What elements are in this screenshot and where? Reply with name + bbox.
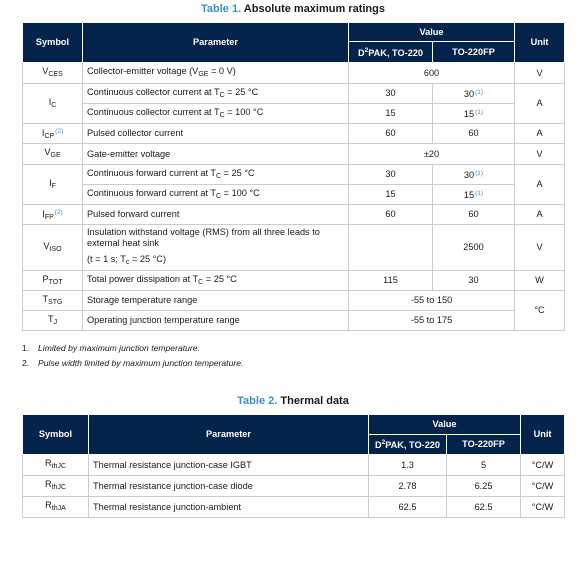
footnote-ref: (1) [475, 109, 484, 116]
value-cell: 60 [349, 124, 433, 144]
value-cell: 115 [349, 271, 433, 291]
parameter-cell: Continuous collector current at $T_C = 25$ °C [83, 84, 349, 104]
footnote-ref: (2) [54, 208, 63, 216]
table-row [23, 291, 565, 311]
table2-caption-title: Thermal data [280, 395, 349, 407]
parameter-cell: Thermal resistance junction-case diode [89, 476, 369, 497]
symbol-cell: $R_{thJC}$ [23, 455, 89, 476]
table-row [23, 311, 565, 331]
parameter-cell: Total power dissipation at $T_C = 25$ °C [83, 271, 349, 291]
symbol-cell: $T_{STG}$ [23, 291, 83, 311]
value-cell: 60 [349, 205, 433, 225]
value-cell: 2500 [433, 225, 515, 271]
value-cell: 30 [433, 271, 515, 291]
table-row [23, 165, 565, 185]
value-cell: -55 to 175 [349, 311, 515, 331]
value-cell: 30$^{(1)}$ [433, 84, 515, 104]
symbol-cell: $T_J$ [23, 311, 83, 331]
value-cell-empty [349, 225, 433, 271]
table-row [23, 497, 565, 518]
value-cell: 2.78 [369, 476, 447, 497]
table2-caption-number: Table 2. [237, 395, 278, 407]
absolute-maximum-ratings-table [22, 22, 565, 331]
header-parameter: Parameter [83, 23, 349, 63]
header-symbol: Symbol [23, 415, 89, 455]
parameter-cell: Thermal resistance junction-case IGBT [89, 455, 369, 476]
footnote-ref: (2) [55, 127, 64, 135]
header-unit: Unit [521, 415, 565, 455]
unit-cell: °C/W [521, 455, 565, 476]
table-row [23, 225, 565, 271]
parameter-cell: Pulsed forward current [83, 205, 349, 225]
table1-caption-title: Absolute maximum ratings [243, 3, 385, 15]
header-value: Value [369, 415, 521, 435]
symbol-cell: $R_{thJC}$ [23, 476, 89, 497]
table-row [23, 205, 565, 225]
value-cell: 1.3 [369, 455, 447, 476]
value-cell: ±20 [349, 144, 515, 165]
header-package-d2pak: $D^2PAK$, TO-220 [369, 435, 447, 455]
parameter-cell: Operating junction temperature range [83, 311, 349, 331]
parameter-cell: Continuous forward current at $T_C = 25$ °C [83, 165, 349, 185]
footnote: 1. Limited by maximum junction temperature. [22, 343, 200, 353]
table-row [23, 124, 565, 144]
footnote-ref: (1) [475, 170, 484, 177]
unit-cell: W [515, 271, 565, 291]
parameter-cell: Gate-emitter voltage [83, 144, 349, 165]
symbol-cell: $V_{CES}$ [23, 63, 83, 84]
table-row [23, 84, 565, 104]
header-parameter: Parameter [89, 415, 369, 455]
table-row [23, 63, 565, 84]
value-cell: 30$^{(1)}$ [433, 165, 515, 185]
header-value: Value [349, 23, 515, 42]
unit-cell: °C [515, 291, 565, 331]
symbol-cell: $P_{TOT}$ [23, 271, 83, 291]
value-cell: 30 [349, 165, 433, 185]
table1-caption [0, 3, 586, 15]
footnote: 2. Pulse width limited by maximum junction temperature. [22, 358, 244, 368]
symbol-cell: $V_{ISO}$ [23, 225, 83, 271]
table-row [23, 185, 565, 205]
unit-cell: A [515, 124, 565, 144]
value-cell: 62.5 [447, 497, 521, 518]
header-package-to220fp: TO-220FP [447, 435, 521, 455]
value-cell: 60 [433, 205, 515, 225]
value-cell: 15 [349, 185, 433, 205]
symbol-cell: $I_{FP}^{(2)}$ [23, 205, 83, 225]
header-symbol: Symbol [23, 23, 83, 63]
header-package-to220fp: TO-220FP [433, 42, 515, 63]
value-cell: 62.5 [369, 497, 447, 518]
parameter-cell: Continuous collector current at $T_C = 100$ °C [83, 104, 349, 124]
footnote-ref: (1) [475, 190, 484, 197]
value-cell: 5 [447, 455, 521, 476]
unit-cell: V [515, 225, 565, 271]
value-cell: 15$^{(1)}$ [433, 104, 515, 124]
unit-cell: °C/W [521, 497, 565, 518]
symbol-cell: $I_{CP}^{(2)}$ [23, 124, 83, 144]
header-package-d2pak: $D^2PAK$, TO-220 [349, 42, 433, 63]
value-cell: 15$^{(1)}$ [433, 185, 515, 205]
table2-caption [0, 395, 586, 407]
parameter-cell: Continuous forward current at $T_C = 100$ °C [83, 185, 349, 205]
footnote-ref: (1) [475, 89, 484, 96]
parameter-cell: Thermal resistance junction-ambient [89, 497, 369, 518]
table-row [23, 271, 565, 291]
unit-cell: V [515, 63, 565, 84]
value-cell: -55 to 150 [349, 291, 515, 311]
value-cell: 30 [349, 84, 433, 104]
parameter-cell: Storage temperature range [83, 291, 349, 311]
symbol-cell: $R_{thJA}$ [23, 497, 89, 518]
header-unit: Unit [515, 23, 565, 63]
unit-cell: V [515, 144, 565, 165]
value-cell: 60 [433, 124, 515, 144]
value-cell: 15 [349, 104, 433, 124]
table-row [23, 476, 565, 497]
value-cell: 600 [349, 63, 515, 84]
table-row [23, 104, 565, 124]
thermal-data-table [22, 414, 565, 518]
parameter-cell: Collector-emitter voltage ($V_{GE} = 0$ V) [83, 63, 349, 84]
symbol-cell: $V_{GE}$ [23, 144, 83, 165]
value-cell: 6.25 [447, 476, 521, 497]
table1-caption-number: Table 1. [200, 3, 242, 15]
unit-cell: °C/W [521, 476, 565, 497]
symbol-cell: $I_C$ [23, 84, 83, 124]
symbol-cell: $I_F$ [23, 165, 83, 205]
unit-cell: A [515, 205, 565, 225]
parameter-cell: Insulation withstand voltage (RMS) from all three leads to external heat sink (t = 1 s; $T_c = 25$ °C) [83, 225, 349, 271]
table1-footnotes [22, 343, 243, 373]
table-row [23, 455, 565, 476]
unit-cell: A [515, 84, 565, 124]
unit-cell: A [515, 165, 565, 205]
parameter-cell: Pulsed collector current [83, 124, 349, 144]
table-row [23, 144, 565, 165]
